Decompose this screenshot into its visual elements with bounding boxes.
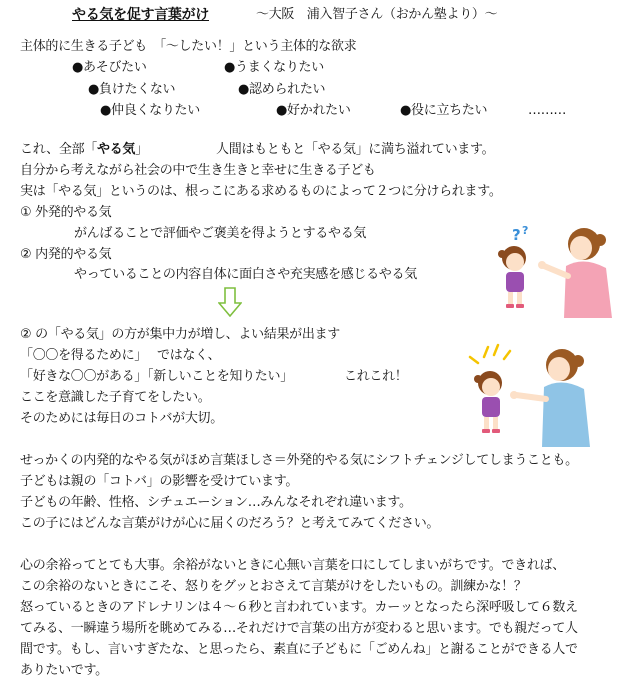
svg-text:?: ? — [522, 224, 529, 237]
text-part: これ、全部「 — [20, 142, 97, 157]
section2-line4: ここを意識した子育てをしたい。 — [20, 390, 211, 405]
intro-lead: 主体的に生きる子ども 「～したい！」という主体的な欲求 — [20, 39, 357, 54]
section1-line1 — [20, 141, 148, 159]
section4-line3: 怒っているときのアドレナリンは４～６秒と言われています。カーッとなったら深呼吸して６数え — [20, 600, 578, 615]
desire-item: ●認められたい — [238, 82, 326, 97]
section1-line1-right: 人間はもともと「やる気」に満ち溢れています。 — [216, 142, 495, 157]
mother-child-exclaim-illustration — [464, 343, 596, 447]
intrinsic-title: ② 内発的やる気 — [20, 247, 112, 262]
section2-line5: そのためには毎日のコトバが大切。 — [20, 411, 223, 426]
page-subtitle: ～大阪 浦入智子さん（おかん塾より）～ — [256, 7, 498, 22]
keyword-yaruki: やる気 — [96, 142, 136, 157]
intrinsic-desc: やっていることの内容自体に面白さや充実感を感じるやる気 — [74, 267, 417, 282]
mother-child-question-illustration — [488, 218, 618, 318]
section4-line4: てみる、一瞬違う場所を眺めてみる…それだけで言葉の出方が変わると思います。でも親だって人 — [20, 621, 578, 636]
extrinsic-desc: がんばることで評価やご褒美を得ようとするやる気 — [74, 226, 367, 241]
section4-line6: ありたいです。 — [20, 663, 108, 678]
section2-line3: 「好きな〇〇がある」「新しいことを知りたい」 — [20, 369, 293, 384]
desire-item: ●好かれたい — [276, 103, 351, 118]
section2-line2: 「〇〇を得るために」 ではなく、 — [20, 348, 221, 363]
desire-item: ……… — [528, 103, 567, 118]
section1-line3: 実は「やる気」というのは、根っこにある求めるものによって２つに分けられます。 — [20, 184, 502, 199]
svg-text:?: ? — [512, 226, 521, 244]
desire-item: ●仲良くなりたい — [100, 103, 200, 118]
text-part: 」 — [135, 142, 148, 157]
section3-line4: この子にはどんな言葉がけが心に届くのだろう？と考えてみてください。 — [20, 516, 440, 531]
section3-line2: 子どもは親の「コトバ」の影響を受けています。 — [20, 474, 299, 489]
section4-line1: 心の余裕ってとても大事。余裕がないときに心無い言葉を口にしてしまいがちです。できれば、 — [20, 558, 565, 573]
section2-line1: ② の「やる気」の方が集中力が増し、よい結果が出ます — [20, 327, 340, 342]
section2-line3-right: これこれ！ — [344, 369, 408, 384]
extrinsic-title: ① 外発的やる気 — [20, 205, 112, 220]
desire-item: ●うまくなりたい — [224, 60, 324, 75]
section3-line1: せっかくの内発的なやる気がほめ言葉ほしさ＝外発的やる気にシフトチェンジしてしまうことも。 — [20, 453, 578, 468]
section3-line3: 子どもの年齢、性格、シチュエーション…みんなそれぞれ違います。 — [20, 495, 412, 510]
desire-item: ●あそびたい — [72, 60, 147, 75]
section1-line2: 自分から考えながら社会の中で生き生きと幸せに生きる子ども — [20, 163, 376, 178]
section4-line2: この余裕のないときにこそ、怒りをグッとおさえて言葉がけをしたいもの。訓練かな！？ — [20, 579, 527, 594]
page-title: やる気を促す言葉がけ — [72, 7, 209, 23]
down-arrow-icon — [218, 287, 242, 317]
desire-item: ●役に立ちたい — [400, 103, 488, 118]
desire-item: ●負けたくない — [88, 82, 176, 97]
section4-line5: 間です。もし、言いすぎたな、と思ったら、素直に子どもに「ごめんね」と謝ることができる人で — [20, 642, 578, 657]
